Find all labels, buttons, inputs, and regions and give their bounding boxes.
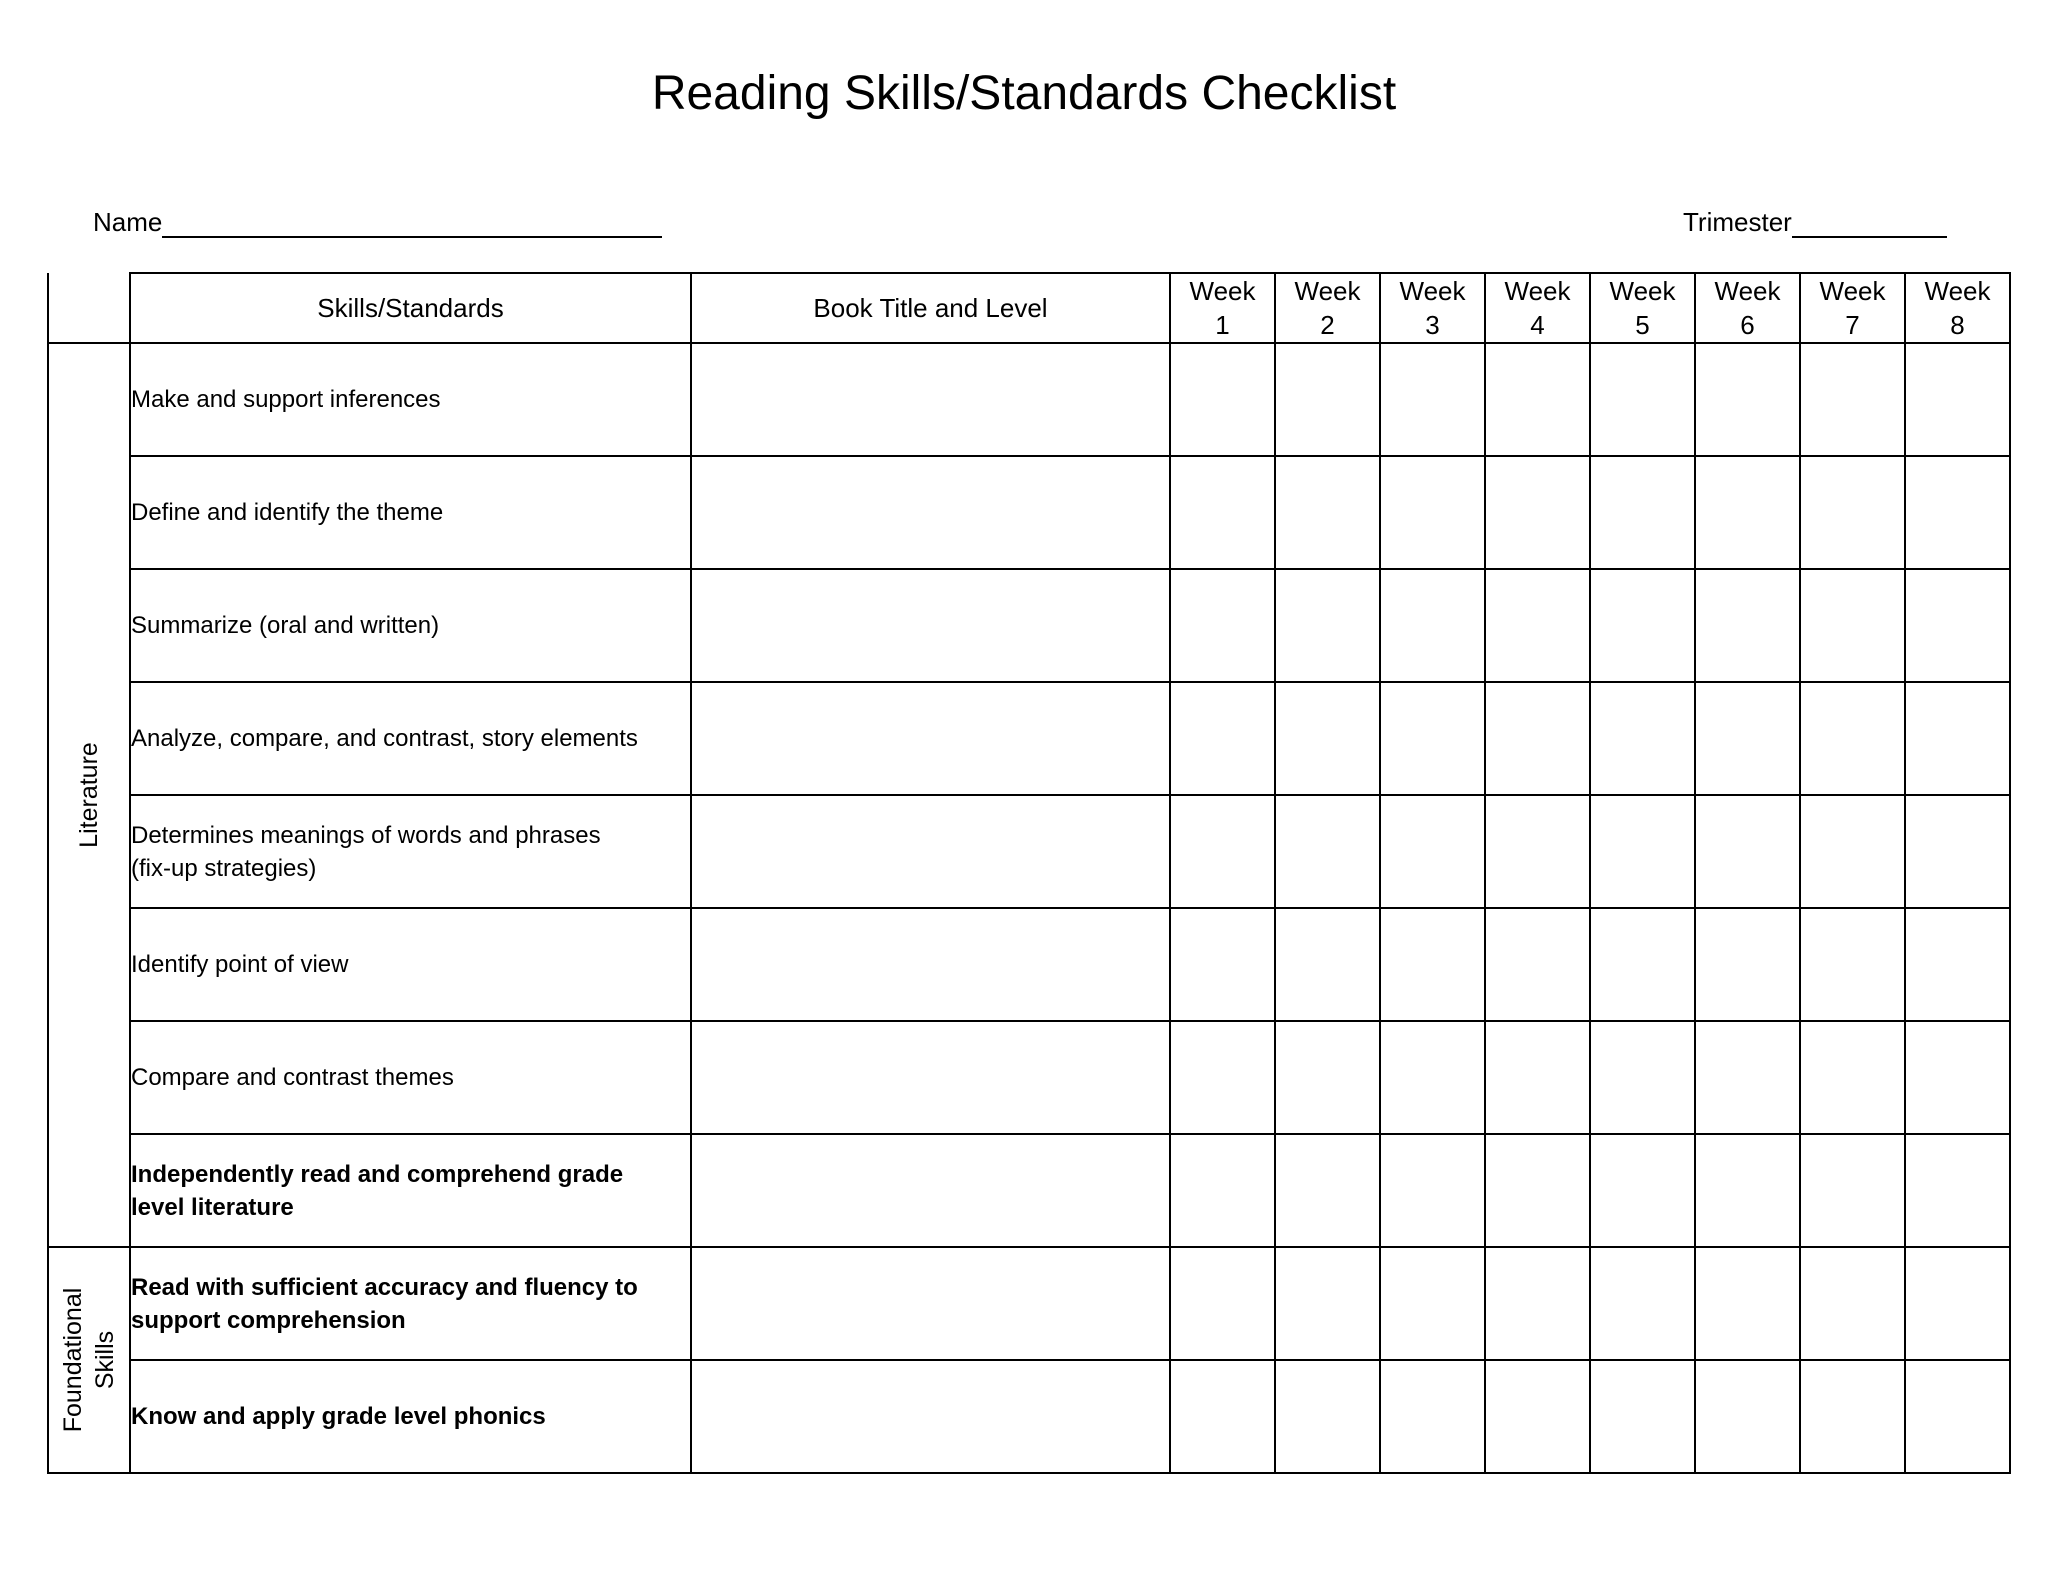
skill-cell: Independently read and comprehend grade level literature bbox=[130, 1134, 691, 1247]
week-cell[interactable] bbox=[1170, 1021, 1275, 1134]
week-cell[interactable] bbox=[1170, 795, 1275, 908]
week-cell[interactable] bbox=[1695, 682, 1800, 795]
week-cell[interactable] bbox=[1170, 1360, 1275, 1473]
name-label: Name bbox=[93, 207, 163, 237]
week-cell[interactable] bbox=[1800, 1360, 1905, 1473]
week-header: Week 1 bbox=[1170, 273, 1275, 343]
week-cell[interactable] bbox=[1905, 456, 2010, 569]
week-cell[interactable] bbox=[1275, 456, 1380, 569]
foundational-group-cell bbox=[48, 1247, 130, 1473]
checklist-table bbox=[47, 272, 2011, 1474]
week-cell[interactable] bbox=[1905, 1360, 2010, 1473]
week-cell[interactable] bbox=[1485, 456, 1590, 569]
week-cell[interactable] bbox=[1485, 682, 1590, 795]
week-cell[interactable] bbox=[1380, 795, 1485, 908]
week-cell[interactable] bbox=[1380, 343, 1485, 456]
week-cell[interactable] bbox=[1380, 1134, 1485, 1247]
skill-cell: Analyze, compare, and contrast, story elements bbox=[130, 682, 691, 795]
week-cell[interactable] bbox=[1590, 908, 1695, 1021]
week-cell[interactable] bbox=[1275, 343, 1380, 456]
week-cell[interactable] bbox=[1485, 908, 1590, 1021]
skill-cell: Summarize (oral and written) bbox=[130, 569, 691, 682]
week-cell[interactable] bbox=[1275, 908, 1380, 1021]
week-cell[interactable] bbox=[1380, 1021, 1485, 1134]
table-row bbox=[48, 908, 2010, 1021]
week-cell[interactable] bbox=[1590, 569, 1695, 682]
skills-header: Skills/Standards bbox=[130, 273, 691, 343]
week-header: Week 4 bbox=[1485, 273, 1590, 343]
skill-cell: Identify point of view bbox=[130, 908, 691, 1021]
week-cell[interactable] bbox=[1380, 908, 1485, 1021]
week-cell[interactable] bbox=[1800, 1247, 1905, 1360]
week-cell[interactable] bbox=[1800, 569, 1905, 682]
week-cell[interactable] bbox=[1905, 795, 2010, 908]
week-cell[interactable] bbox=[1590, 1360, 1695, 1473]
week-cell[interactable] bbox=[1170, 1247, 1275, 1360]
week-cell[interactable] bbox=[1800, 682, 1905, 795]
week-cell[interactable] bbox=[1800, 1134, 1905, 1247]
week-cell[interactable] bbox=[1380, 1247, 1485, 1360]
week-header: Week 2 bbox=[1275, 273, 1380, 343]
week-cell[interactable] bbox=[1695, 456, 1800, 569]
book-title-cell[interactable] bbox=[691, 1247, 1170, 1360]
table-row bbox=[48, 1360, 2010, 1473]
week-cell[interactable] bbox=[1485, 343, 1590, 456]
book-title-cell[interactable] bbox=[691, 343, 1170, 456]
week-cell[interactable] bbox=[1275, 1247, 1380, 1360]
skill-cell: Determines meanings of words and phrases (fix-up strategies) bbox=[130, 795, 691, 908]
week-cell[interactable] bbox=[1485, 795, 1590, 908]
week-cell[interactable] bbox=[1170, 682, 1275, 795]
week-cell[interactable] bbox=[1695, 1247, 1800, 1360]
week-cell[interactable] bbox=[1905, 1247, 2010, 1360]
book-title-cell[interactable] bbox=[691, 1360, 1170, 1473]
week-cell[interactable] bbox=[1905, 908, 2010, 1021]
week-cell[interactable] bbox=[1800, 343, 1905, 456]
book-title-cell[interactable] bbox=[691, 1134, 1170, 1247]
week-cell[interactable] bbox=[1170, 569, 1275, 682]
week-cell[interactable] bbox=[1485, 1360, 1590, 1473]
book-title-header: Book Title and Level bbox=[691, 273, 1170, 343]
week-cell[interactable] bbox=[1590, 1134, 1695, 1247]
table-row bbox=[48, 1134, 2010, 1247]
book-title-cell[interactable] bbox=[691, 682, 1170, 795]
foundational-group-label: Foundational Skills bbox=[59, 1287, 119, 1433]
week-cell[interactable] bbox=[1485, 1021, 1590, 1134]
week-cell[interactable] bbox=[1275, 682, 1380, 795]
week-cell[interactable] bbox=[1905, 1134, 2010, 1247]
week-cell[interactable] bbox=[1275, 795, 1380, 908]
week-cell[interactable] bbox=[1905, 569, 2010, 682]
week-cell[interactable] bbox=[1800, 456, 1905, 569]
trimester-field[interactable] bbox=[1683, 207, 1947, 238]
week-header: Week 6 bbox=[1695, 273, 1800, 343]
week-header: Week 8 bbox=[1905, 273, 2010, 343]
week-cell[interactable] bbox=[1905, 1021, 2010, 1134]
week-cell[interactable] bbox=[1695, 1134, 1800, 1247]
week-cell[interactable] bbox=[1275, 1360, 1380, 1473]
book-title-cell[interactable] bbox=[691, 569, 1170, 682]
week-cell[interactable] bbox=[1905, 682, 2010, 795]
skill-cell: Compare and contrast themes bbox=[130, 1021, 691, 1134]
week-cell[interactable] bbox=[1590, 1021, 1695, 1134]
week-cell[interactable] bbox=[1800, 795, 1905, 908]
name-field[interactable] bbox=[93, 207, 662, 238]
literature-group-label: Literature bbox=[75, 742, 103, 848]
skill-cell: Make and support inferences bbox=[130, 343, 691, 456]
week-cell[interactable] bbox=[1590, 795, 1695, 908]
table-row bbox=[48, 682, 2010, 795]
skill-cell: Know and apply grade level phonics bbox=[130, 1360, 691, 1473]
week-cell[interactable] bbox=[1485, 1247, 1590, 1360]
table-row bbox=[48, 795, 2010, 908]
week-cell[interactable] bbox=[1275, 1134, 1380, 1247]
book-title-cell[interactable] bbox=[691, 456, 1170, 569]
week-cell[interactable] bbox=[1380, 1360, 1485, 1473]
week-cell[interactable] bbox=[1380, 456, 1485, 569]
week-cell[interactable] bbox=[1170, 908, 1275, 1021]
week-cell[interactable] bbox=[1275, 569, 1380, 682]
week-cell[interactable] bbox=[1170, 343, 1275, 456]
week-cell[interactable] bbox=[1170, 456, 1275, 569]
week-cell[interactable] bbox=[1380, 682, 1485, 795]
week-cell[interactable] bbox=[1590, 1247, 1695, 1360]
week-cell[interactable] bbox=[1485, 569, 1590, 682]
group-header-cell bbox=[48, 273, 130, 343]
header-row bbox=[48, 273, 2010, 343]
week-header: Week 3 bbox=[1380, 273, 1485, 343]
week-cell[interactable] bbox=[1485, 1134, 1590, 1247]
week-header: Week 5 bbox=[1590, 273, 1695, 343]
week-cell[interactable] bbox=[1380, 569, 1485, 682]
table-row bbox=[48, 1021, 2010, 1134]
week-cell[interactable] bbox=[1695, 1021, 1800, 1134]
week-cell[interactable] bbox=[1695, 795, 1800, 908]
trimester-blank-line[interactable] bbox=[1792, 208, 1947, 238]
week-cell[interactable] bbox=[1275, 1021, 1380, 1134]
week-header: Week 7 bbox=[1800, 273, 1905, 343]
table-row bbox=[48, 456, 2010, 569]
week-cell[interactable] bbox=[1695, 908, 1800, 1021]
name-blank-line[interactable] bbox=[162, 208, 662, 238]
week-cell[interactable] bbox=[1590, 682, 1695, 795]
skill-cell: Read with sufficient accuracy and fluency to support comprehension bbox=[130, 1247, 691, 1360]
table-row bbox=[48, 343, 2010, 456]
week-cell[interactable] bbox=[1695, 569, 1800, 682]
week-cell[interactable] bbox=[1170, 1134, 1275, 1247]
trimester-label: Trimester bbox=[1683, 207, 1792, 237]
book-title-cell[interactable] bbox=[691, 1021, 1170, 1134]
book-title-cell[interactable] bbox=[691, 908, 1170, 1021]
page-title: Reading Skills/Standards Checklist bbox=[651, 67, 1397, 120]
table-row bbox=[48, 569, 2010, 682]
literature-group-cell bbox=[48, 343, 130, 1247]
week-cell[interactable] bbox=[1590, 456, 1695, 569]
week-cell[interactable] bbox=[1905, 343, 2010, 456]
week-cell[interactable] bbox=[1695, 343, 1800, 456]
week-cell[interactable] bbox=[1695, 1360, 1800, 1473]
table-row bbox=[48, 1247, 2010, 1360]
week-cell[interactable] bbox=[1800, 1021, 1905, 1134]
skill-cell: Define and identify the theme bbox=[130, 456, 691, 569]
week-cell[interactable] bbox=[1590, 343, 1695, 456]
book-title-cell[interactable] bbox=[691, 795, 1170, 908]
week-cell[interactable] bbox=[1800, 908, 1905, 1021]
